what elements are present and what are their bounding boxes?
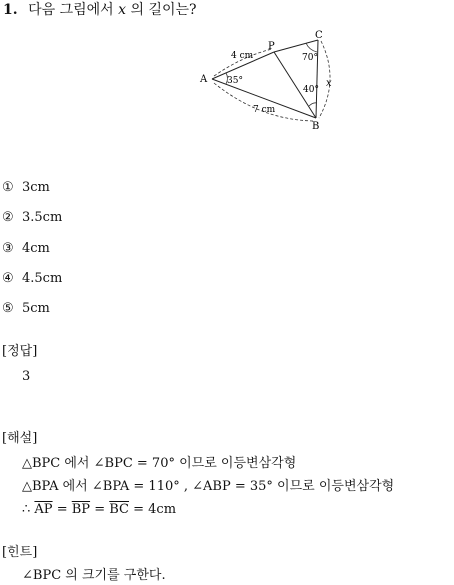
hint-label: [힌트] — [2, 545, 38, 560]
label-p: P — [268, 41, 275, 52]
segment-pc — [274, 40, 318, 52]
equals-1: = — [56, 502, 68, 517]
segment-bp-text: $\overline{BP}$ — [71, 502, 91, 517]
choice-2-text: 3.5cm — [22, 210, 63, 225]
label-b: B — [312, 121, 320, 132]
arc-ab — [214, 83, 314, 121]
label-angle-p: 40° — [303, 85, 319, 95]
explanation-line-3 — [22, 501, 176, 519]
therefore-symbol: ∴ — [22, 502, 31, 517]
explanation-label: [해설] — [2, 431, 38, 446]
geometry-figure — [198, 28, 340, 134]
choice-5-text: 5cm — [22, 301, 50, 316]
choice-3-text: 4cm — [22, 241, 50, 256]
label-c: C — [315, 30, 323, 41]
label-x: x — [326, 78, 332, 89]
label-length-ap: 4 cm — [231, 51, 254, 61]
choice-3[interactable] — [2, 240, 50, 258]
choice-5-mark: ⑤ — [2, 301, 14, 316]
answer-value: 3 — [22, 369, 31, 384]
question-number: 1. — [3, 2, 18, 18]
label-angle-a: 35° — [227, 76, 243, 86]
choice-1-text: 3cm — [22, 180, 50, 195]
choice-4-text: 4.5cm — [22, 271, 63, 286]
choice-2-mark: ② — [2, 210, 14, 225]
choice-2[interactable] — [2, 209, 62, 227]
question-title — [3, 0, 197, 20]
figure-svg — [198, 28, 340, 134]
hint-text: ∠BPC 의 크기를 구한다. — [22, 568, 166, 583]
angle-arc-c — [306, 43, 317, 52]
question-text-after: 의 길이는? — [130, 2, 197, 18]
question-text-before: 다음 그림에서 — [28, 2, 114, 18]
choice-3-mark: ③ — [2, 241, 14, 256]
label-angle-c: 70° — [302, 53, 318, 63]
choice-1-mark: ① — [2, 180, 14, 195]
segment-ap-text: $\overline{AP}$ — [34, 502, 53, 517]
choice-4-mark: ④ — [2, 271, 14, 286]
label-a: A — [200, 74, 208, 85]
angle-arc-b — [309, 103, 317, 106]
label-length-ab: 7 cm — [253, 105, 276, 115]
answer-label: [정답] — [2, 344, 38, 359]
explanation-line-1: △BPC 에서 ∠BPC = 70° 이므로 이등변삼각형 — [22, 456, 297, 471]
question-variable: x — [118, 2, 127, 18]
choice-4[interactable] — [2, 270, 62, 288]
equals-2: = — [94, 502, 106, 517]
choice-1[interactable] — [2, 179, 50, 197]
choice-5[interactable] — [2, 300, 50, 318]
segment-bc-text: $\overline{BC}$ — [109, 502, 129, 517]
length-result: = 4cm — [133, 502, 177, 517]
explanation-line-2: △BPA 에서 ∠BPA = 110° , ∠ABP = 35° 이므로 이등변삼각형 — [22, 479, 395, 494]
